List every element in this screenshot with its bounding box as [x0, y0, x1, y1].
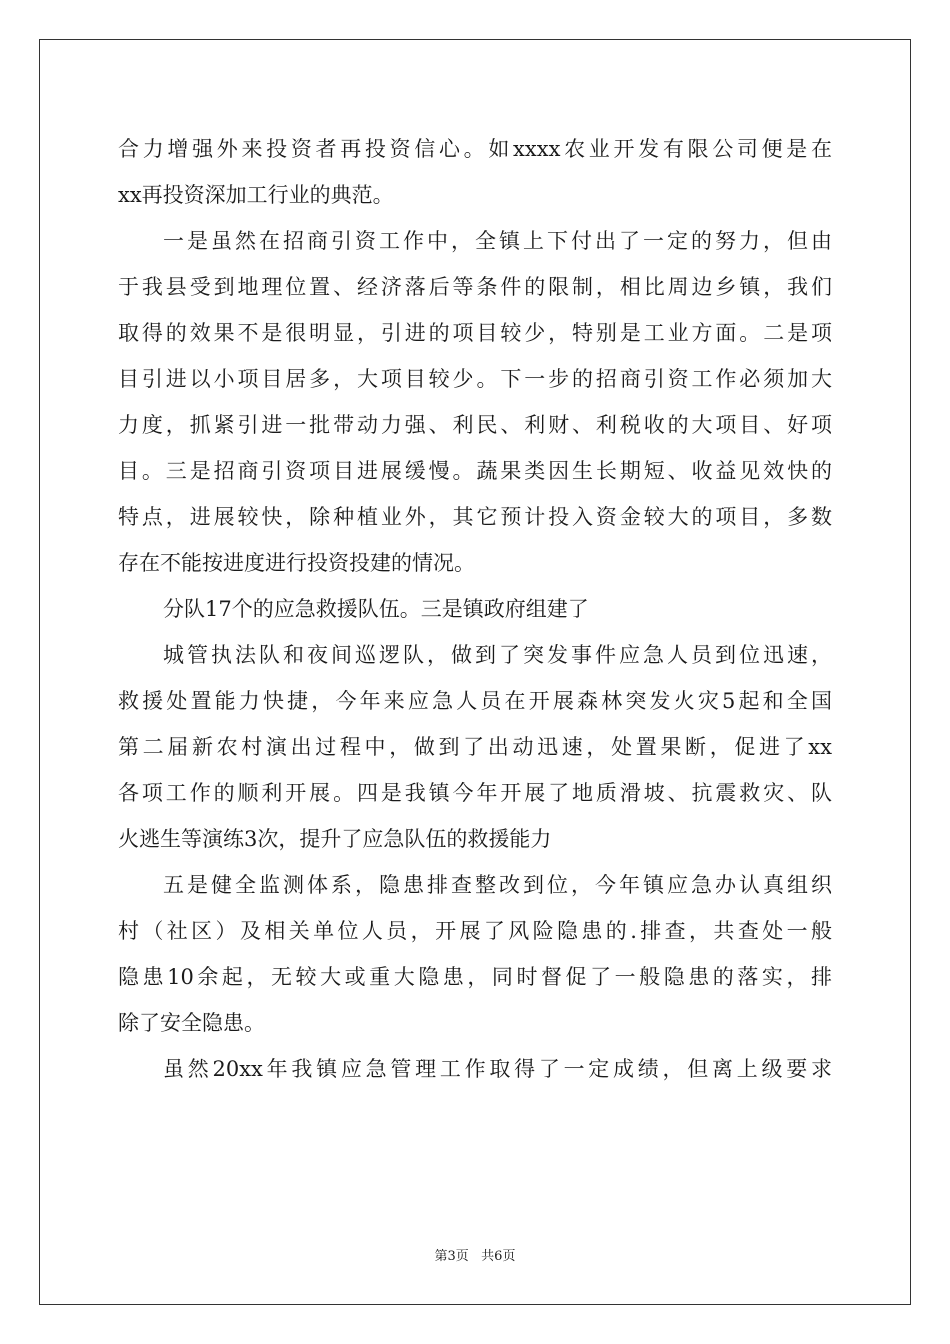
- text-line: 虽然20xx年我镇应急管理工作取得了一定成绩，但离上级要求: [163, 1057, 832, 1081]
- text-line: 特点，进展较快，除种植业外，其它预计投入资金较大的项目，多数: [118, 505, 832, 529]
- text-line: 救援处置能力快捷，今年来应急人员在开展森林突发火灾5起和全国: [118, 689, 832, 713]
- text-line: 各项工作的顺利开展。四是我镇今年开展了地质滑坡、抗震救灾、队: [118, 781, 832, 805]
- text-line: 村（社区）及相关单位人员，开展了风险隐患的.排查，共查处一般: [118, 919, 832, 943]
- text-line: 分队17个的应急救援队伍。三是镇政府组建了: [163, 597, 589, 621]
- text-line: 于我县受到地理位置、经济落后等条件的限制，相比周边乡镇，我们: [118, 275, 832, 299]
- text-line: 隐患10余起，无较大或重大隐患，同时督促了一般隐患的落实，排: [118, 965, 832, 989]
- page-footer: 第3页 共6页: [434, 1249, 516, 1264]
- text-line: 目。三是招商引资项目进展缓慢。蔬果类因生长期短、收益见效快的: [118, 459, 832, 483]
- text-line: 取得的效果不是很明显，引进的项目较少，特别是工业方面。二是项: [118, 321, 832, 345]
- text-line: 五是健全监测体系，隐患排查整改到位，今年镇应急办认真组织: [163, 873, 832, 897]
- text-line: 第二届新农村演出过程中，做到了出动迅速，处置果断，促进了xx: [118, 735, 832, 759]
- text-line: 合力增强外来投资者再投资信心。如xxxx农业开发有限公司便是在: [118, 137, 832, 161]
- text-line: 力度，抓紧引进一批带动力强、利民、利财、利税收的大项目、好项: [118, 413, 832, 437]
- text-line: xx再投资深加工行业的典范。: [118, 183, 394, 207]
- text-line: 一是虽然在招商引资工作中，全镇上下付出了一定的努力，但由: [163, 229, 832, 253]
- text-line: 火逃生等演练3次，提升了应急队伍的救援能力: [118, 827, 552, 851]
- text-line: 存在不能按进度进行投资投建的情况。: [118, 551, 475, 575]
- text-line: 目引进以小项目居多，大项目较少。下一步的招商引资工作必须加大: [118, 367, 832, 391]
- text-line: 除了安全隐患。: [118, 1011, 265, 1035]
- text-line: 城管执法队和夜间巡逻队，做到了突发事件应急人员到位迅速，: [163, 643, 832, 667]
